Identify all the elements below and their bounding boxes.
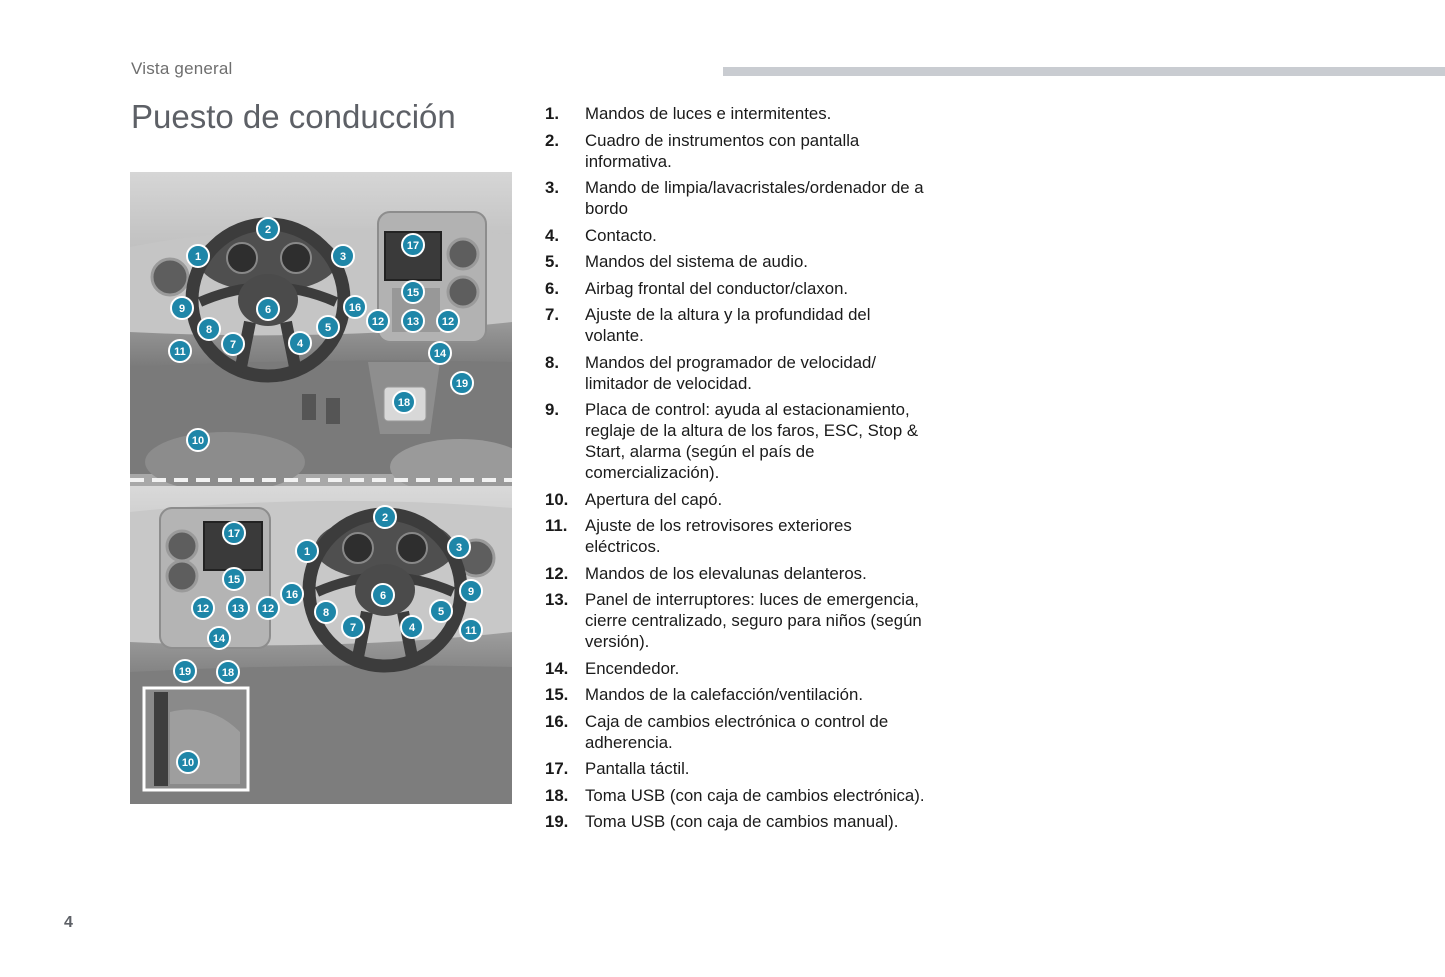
item-number: 9. xyxy=(545,400,559,419)
item-number: 5. xyxy=(545,252,559,271)
list-item xyxy=(545,489,925,510)
callout-label: 17 xyxy=(406,240,420,252)
header-bar xyxy=(723,67,1445,76)
item-description: Mandos de la calefacción/ventilación. xyxy=(585,685,863,704)
callout-label: 19 xyxy=(455,378,469,390)
callout-label: 14 xyxy=(212,633,226,645)
dashboard-figure xyxy=(130,172,512,804)
item-list xyxy=(545,103,925,838)
callout-badge xyxy=(401,616,423,638)
callout-label: 12 xyxy=(196,603,210,615)
callout-badge xyxy=(169,340,191,362)
item-description: Apertura del capó. xyxy=(585,489,723,509)
item-number: 4. xyxy=(545,225,559,245)
item-description: Placa de control: ayuda al estacionamiento, reglaje de la altura de los faros, ESC, Stop & Start, alarma (según el país de comercialización). xyxy=(585,400,919,482)
callout-badge xyxy=(317,316,339,338)
callout-label: 5 xyxy=(324,322,332,334)
callout-badge xyxy=(402,234,424,256)
item-number: 16. xyxy=(545,711,569,731)
callout-badge xyxy=(342,616,364,638)
list-item xyxy=(545,352,925,394)
item-number: 15. xyxy=(545,685,569,704)
page-title: Puesto de conducción xyxy=(131,98,456,135)
callout-label: 15 xyxy=(406,287,420,299)
item-description: Mandos del sistema de audio. xyxy=(585,252,808,271)
callout-label: 10 xyxy=(181,757,195,769)
callout-badge xyxy=(187,245,209,267)
callout-badge xyxy=(437,310,459,332)
callout-badge xyxy=(171,297,193,319)
item-number: 13. xyxy=(545,590,569,609)
callout-badge xyxy=(281,583,303,605)
list-item xyxy=(545,711,925,753)
item-number: 14. xyxy=(545,658,569,678)
item-description: Panel de interruptores: luces de emergencia, cierre centralizado, seguro para niños (según versión). xyxy=(585,590,922,651)
list-item xyxy=(545,758,925,779)
list-item xyxy=(545,304,925,346)
callout-badge xyxy=(429,342,451,364)
item-description: Cuadro de instrumentos con pantalla informativa. xyxy=(585,130,860,171)
callout-badge xyxy=(372,584,394,606)
callout-badge xyxy=(374,506,396,528)
callout-label: 19 xyxy=(178,666,192,678)
callout-label: 7 xyxy=(349,622,357,634)
item-number: 18. xyxy=(545,785,569,805)
callout-badge xyxy=(367,310,389,332)
list-item xyxy=(545,563,925,584)
item-description: Encendedor. xyxy=(585,658,680,678)
callout-label: 4 xyxy=(408,622,416,634)
page-number: 4 xyxy=(64,914,73,931)
item-description: Caja de cambios electrónica o control de adherencia. xyxy=(585,711,889,752)
callout-badge xyxy=(187,429,209,451)
callout-badge xyxy=(344,296,366,318)
callout-badge xyxy=(393,391,415,413)
callout-label: 12 xyxy=(261,603,275,615)
callout-badge xyxy=(217,661,239,683)
list-item xyxy=(545,251,925,272)
callout-label: 5 xyxy=(437,606,445,618)
callout-label: 10 xyxy=(191,435,205,447)
callout-badge xyxy=(222,333,244,355)
callout-label: 6 xyxy=(264,304,272,316)
callout-label: 16 xyxy=(348,302,362,314)
callout-badge xyxy=(227,597,249,619)
callout-badge xyxy=(208,627,230,649)
callout-badge xyxy=(430,600,452,622)
callout-badge xyxy=(223,568,245,590)
callout-label: 1 xyxy=(194,251,202,263)
callout-label: 13 xyxy=(231,603,245,615)
list-item xyxy=(545,177,925,219)
item-description: Airbag frontal del conductor/claxon. xyxy=(585,278,849,298)
callout-label: 2 xyxy=(264,224,272,236)
item-description: Mandos del programador de velocidad/ limitador de velocidad. xyxy=(585,352,877,393)
item-description: Mando de limpia/lavacristales/ordenador de a bordo xyxy=(585,178,924,218)
list-item xyxy=(545,811,925,832)
item-number: 1. xyxy=(545,104,559,123)
item-description: Ajuste de los retrovisores exteriores eléctricos. xyxy=(585,516,852,556)
list-item xyxy=(545,278,925,299)
section-label: Vista general xyxy=(131,59,233,78)
callout-label: 8 xyxy=(322,607,330,619)
list-item xyxy=(545,399,925,483)
callout-badge xyxy=(177,751,199,773)
list-item xyxy=(545,785,925,806)
item-number: 6. xyxy=(545,278,559,298)
callout-badge xyxy=(315,601,337,623)
item-number: 8. xyxy=(545,352,559,372)
callout-badge xyxy=(332,245,354,267)
item-description: Ajuste de la altura y la profundidad del volante. xyxy=(585,305,871,345)
item-number: 2. xyxy=(545,130,559,150)
item-number: 11. xyxy=(545,516,568,535)
callout-label: 12 xyxy=(371,316,385,328)
list-item xyxy=(545,103,925,124)
list-item xyxy=(545,225,925,246)
item-number: 12. xyxy=(545,563,569,583)
callout-badge xyxy=(257,218,279,240)
item-description: Toma USB (con caja de cambios manual). xyxy=(585,812,899,831)
callout-badge xyxy=(296,540,318,562)
callout-label: 9 xyxy=(178,303,186,315)
callout-badge xyxy=(448,536,470,558)
callout-label: 13 xyxy=(406,316,420,328)
callout-badge xyxy=(192,597,214,619)
callout-label: 12 xyxy=(441,316,455,328)
list-item xyxy=(545,684,925,705)
list-item xyxy=(545,589,925,652)
callout-badge xyxy=(257,597,279,619)
list-item xyxy=(545,658,925,679)
callout-label: 7 xyxy=(229,339,237,351)
callout-badge xyxy=(451,372,473,394)
item-number: 17. xyxy=(545,759,569,778)
item-description: Contacto. xyxy=(585,225,657,245)
callout-label: 6 xyxy=(379,590,387,602)
callout-label: 15 xyxy=(227,574,241,586)
list-item xyxy=(545,130,925,172)
callout-label: 8 xyxy=(205,324,213,336)
callout-label: 9 xyxy=(467,586,475,598)
item-number: 10. xyxy=(545,489,569,509)
callout-label: 18 xyxy=(397,397,411,409)
item-description: Pantalla táctil. xyxy=(585,759,690,778)
item-number: 19. xyxy=(545,812,569,831)
callout-label: 4 xyxy=(296,338,304,350)
callout-badge xyxy=(257,298,279,320)
item-description: Mandos de luces e intermitentes. xyxy=(585,104,832,123)
callout-label: 16 xyxy=(285,589,299,601)
callout-label: 1 xyxy=(303,546,311,558)
callout-label: 14 xyxy=(433,348,447,360)
list-item xyxy=(545,515,925,557)
callout-badge xyxy=(198,318,220,340)
callout-badge xyxy=(174,660,196,682)
callout-badge xyxy=(460,619,482,641)
callout-label: 17 xyxy=(227,528,241,540)
item-description: Toma USB (con caja de cambios electrónica). xyxy=(585,785,925,805)
callout-badge xyxy=(460,580,482,602)
callout-label: 2 xyxy=(381,512,389,524)
callout-label: 11 xyxy=(174,346,186,358)
callout-badge xyxy=(223,522,245,544)
callout-badge xyxy=(289,332,311,354)
callout-label: 11 xyxy=(465,625,477,637)
item-number: 3. xyxy=(545,178,559,197)
callout-badge xyxy=(402,310,424,332)
callout-label: 3 xyxy=(339,251,347,263)
callout-badge xyxy=(402,281,424,303)
callout-label: 18 xyxy=(221,667,235,679)
callout-label: 3 xyxy=(455,542,463,554)
item-description: Mandos de los elevalunas delanteros. xyxy=(585,563,867,583)
item-number: 7. xyxy=(545,305,559,324)
